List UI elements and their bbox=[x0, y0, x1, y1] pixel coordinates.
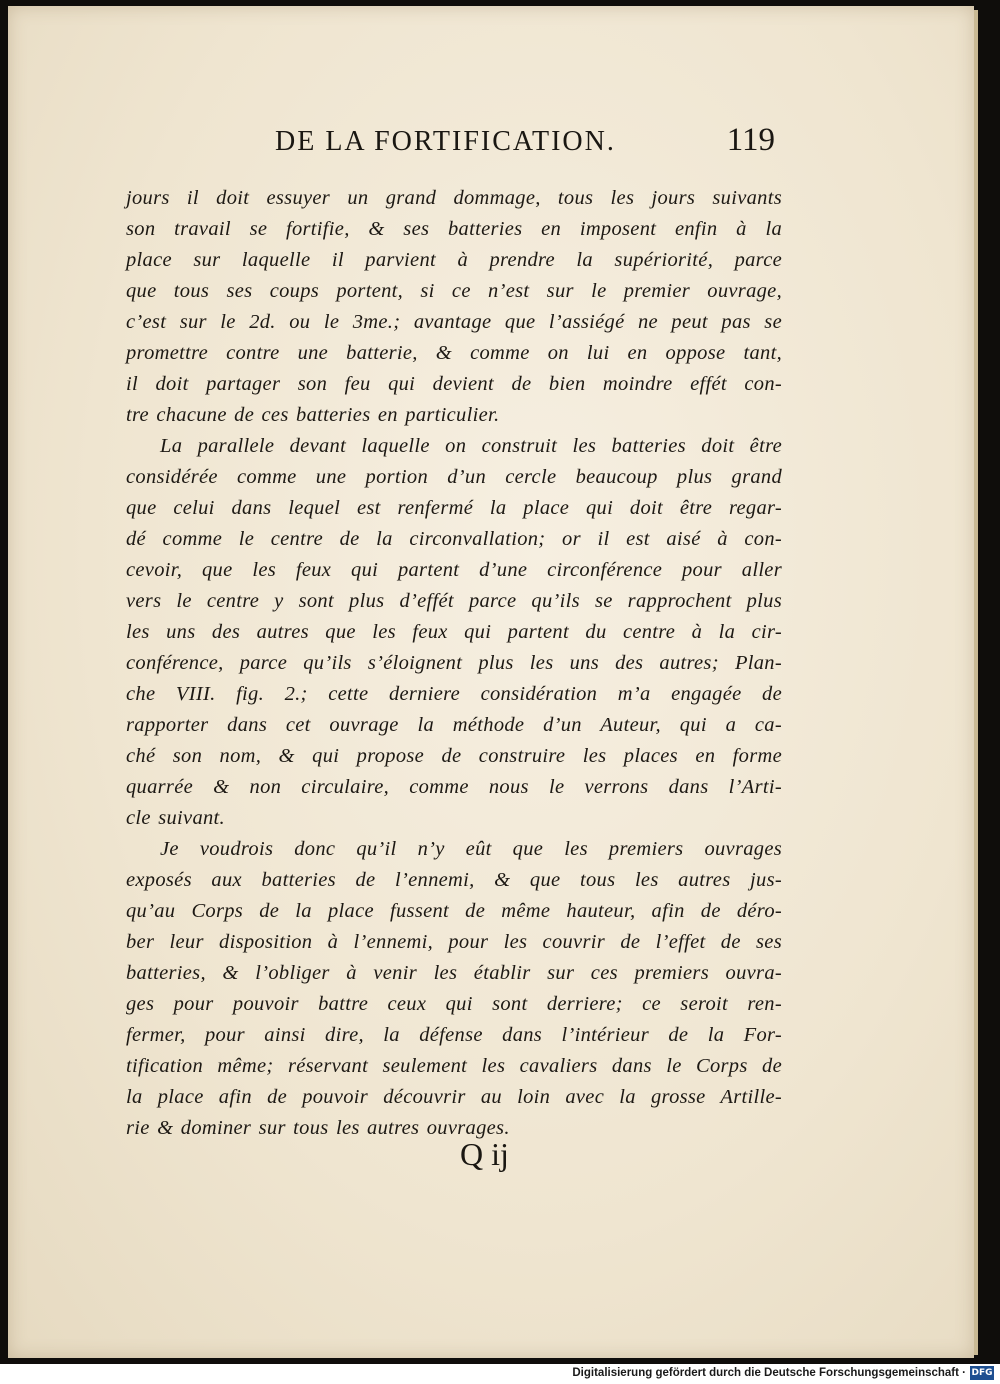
text-line: conférence, parce qu’ils s’éloignent plus les uns des autres; Plan- bbox=[126, 652, 782, 674]
text-line: que celui dans lequel est renfermé la place qui doit être regar- bbox=[126, 497, 782, 519]
text-line: quarrée & non circulaire, comme nous le verrons dans l’Arti- bbox=[126, 776, 782, 798]
text-line: La parallele devant laquelle on construit les batteries doit être bbox=[160, 435, 782, 457]
text-line: ché son nom, & qui propose de construire les places en forme bbox=[126, 745, 782, 767]
text-line: rapporter dans cet ouvrage la méthode d’un Auteur, qui a ca- bbox=[126, 714, 782, 736]
page-edge bbox=[974, 10, 978, 1355]
text-line: que tous ses coups portent, si ce n’est sur le premier ouvrage, bbox=[126, 280, 782, 302]
running-title: DE LA FORTIFICATION. bbox=[275, 126, 616, 157]
text-line: che VIII. fig. 2.; cette derniere considération m’a engagée de bbox=[126, 683, 782, 705]
text-line: c’est sur le 2d. ou le 3me.; avantage que l’assiégé ne peut pas se bbox=[126, 311, 782, 333]
text-line: cle suivant. bbox=[126, 807, 225, 829]
text-line: ber leur disposition à l’ennemi, pour les couvrir de l’effet de ses bbox=[126, 931, 782, 953]
text-line: Je voudrois donc qu’il n’y eût que les premiers ouvrages bbox=[160, 838, 782, 860]
text-line: dé comme le centre de la circonvallation; or il est aisé à con- bbox=[126, 528, 782, 550]
page-number: 119 bbox=[726, 122, 775, 158]
text-line: promettre contre une batterie, & comme on lui en oppose tant, bbox=[126, 342, 782, 364]
text-line: son travail se fortifie, & ses batteries en imposent enfin à la bbox=[126, 218, 782, 240]
text-line: cevoir, que les feux qui partent d’une circonférence pour aller bbox=[126, 559, 782, 581]
text-line: il doit partager son feu qui devient de bien moindre effét con- bbox=[126, 373, 782, 395]
text-line: considérée comme une portion d’un cercle beaucoup plus grand bbox=[126, 466, 782, 488]
text-line: les uns des autres que les feux qui partent du centre à la cir- bbox=[126, 621, 782, 643]
text-line: tre chacune de ces batteries en particulier. bbox=[126, 404, 500, 426]
text-line: jours il doit essuyer un grand dommage, tous les jours suivants bbox=[126, 187, 782, 209]
paragraph-3 bbox=[126, 834, 782, 1144]
paragraph-2 bbox=[126, 431, 782, 834]
funding-credit: Digitalisierung gefördert durch die Deutsche Forschungsgemeinschaft · bbox=[572, 1367, 966, 1379]
text-line: rie & dominer sur tous les autres ouvrages. bbox=[126, 1117, 510, 1139]
dfg-logo-icon: DFG bbox=[971, 1368, 993, 1378]
text-line: fermer, pour ainsi dire, la défense dans l’intérieur de la For- bbox=[126, 1024, 782, 1046]
paragraph-1 bbox=[126, 183, 782, 431]
text-line: exposés aux batteries de l’ennemi, & que tous les autres jus- bbox=[126, 869, 782, 891]
text-line: batteries, & l’obliger à venir les établir sur ces premiers ouvra- bbox=[126, 962, 782, 984]
text-line: ges pour pouvoir battre ceux qui sont derriere; ce seroit ren- bbox=[126, 993, 782, 1015]
signature-mark: Q ij bbox=[460, 1136, 509, 1172]
running-head bbox=[275, 122, 795, 166]
text-line: qu’au Corps de la place fussent de même hauteur, afin de déro- bbox=[126, 900, 782, 922]
body-text bbox=[126, 183, 782, 1144]
text-line: place sur laquelle il parvient à prendre la supériorité, parce bbox=[126, 249, 782, 271]
text-line: tification même; réservant seulement les cavaliers dans le Corps de bbox=[126, 1055, 782, 1077]
text-line: vers le centre y sont plus d’effét parce qu’ils se rapprochent plus bbox=[126, 590, 782, 612]
text-line: la place afin de pouvoir découvrir au loin avec la grosse Artille- bbox=[126, 1086, 782, 1108]
